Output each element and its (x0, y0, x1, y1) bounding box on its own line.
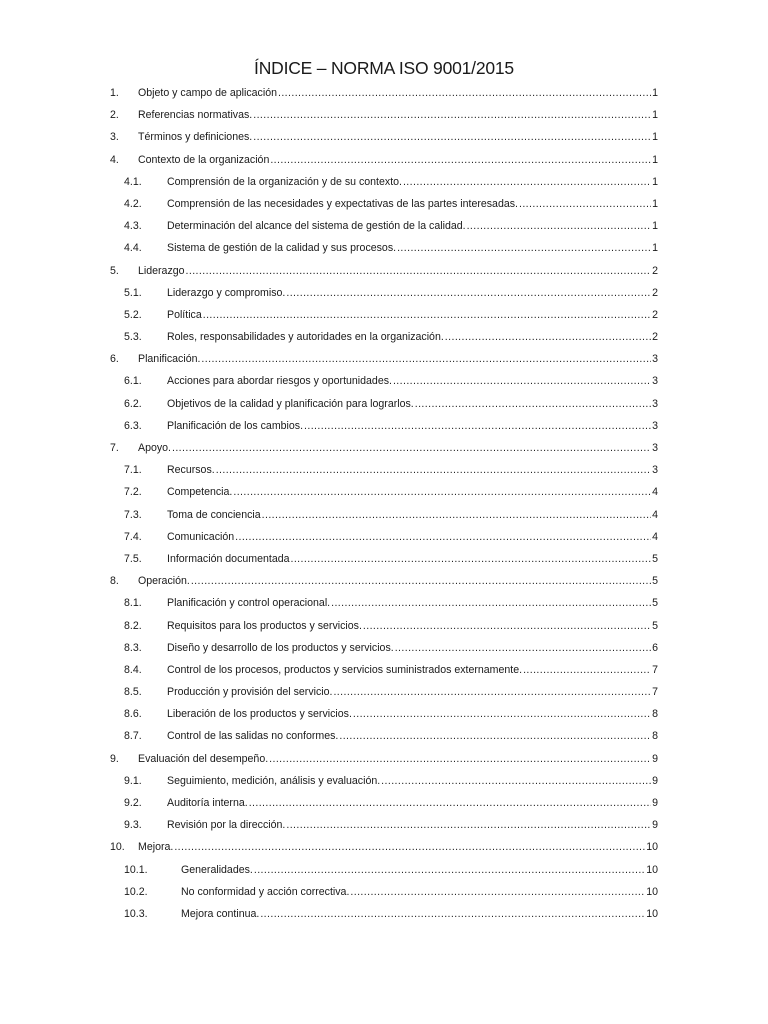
toc-entry-title: Acciones para abordar riesgos y oportunidades. (167, 375, 392, 388)
toc-entry-number: 7.4. (124, 530, 142, 543)
toc-entry-title: Planificación y control operacional. (167, 597, 331, 610)
toc-entry[interactable] (0, 659, 768, 681)
dot-leader (278, 82, 651, 104)
toc-entry-line (167, 393, 658, 415)
toc-entry-line (167, 681, 658, 703)
toc-entry-number: 9.3. (124, 819, 142, 832)
toc-entry-title: Política (167, 308, 202, 321)
toc-entry[interactable] (0, 681, 768, 703)
toc-entry-number: 3. (110, 131, 119, 144)
toc-entry-line (138, 104, 658, 126)
toc-entry-number: 8.7. (124, 730, 142, 743)
dot-leader (286, 814, 651, 836)
toc-entry-title: Auditoría interna. (167, 797, 248, 809)
toc-entry-page-number: 1 (652, 175, 658, 188)
toc-entry-page-number: 7 (652, 686, 658, 699)
dot-leader (270, 149, 651, 171)
toc-entry-number: 6.3. (124, 419, 142, 432)
toc-entry-line (167, 282, 658, 304)
toc-entry[interactable] (0, 548, 768, 570)
toc-entry-title: Términos y definiciones. (138, 131, 253, 144)
toc-entry-line (167, 548, 658, 570)
toc-entry-line (167, 215, 658, 237)
dot-leader (415, 393, 651, 415)
toc-entry[interactable] (0, 82, 768, 104)
toc-entry-line (167, 703, 658, 725)
toc-entry-page-number: 4 (652, 530, 658, 543)
toc-entry-page-number: 6 (652, 641, 658, 654)
toc-entry[interactable] (0, 526, 768, 548)
dot-leader (253, 126, 651, 148)
toc-entry-number: 8.5. (124, 686, 142, 699)
toc-entry[interactable] (0, 770, 768, 792)
toc-entry-line (167, 171, 658, 193)
toc-entry[interactable] (0, 592, 768, 614)
toc-entry[interactable] (0, 437, 768, 459)
toc-entry-number: 8.4. (124, 663, 142, 676)
toc-entry-page-number: 1 (652, 197, 658, 210)
toc-entry-line (167, 326, 658, 348)
dot-leader (339, 725, 651, 747)
table-of-contents (0, 82, 768, 925)
toc-entry-title: Competencia. (167, 486, 233, 499)
toc-entry-number: 2. (110, 109, 119, 122)
toc-entry-number: 7.2. (124, 486, 142, 499)
dot-leader (467, 215, 652, 237)
toc-entry[interactable] (0, 104, 768, 126)
toc-entry-number: 8. (110, 575, 119, 588)
dot-leader (350, 881, 645, 903)
toc-entry-page-number: 5 (652, 619, 658, 632)
toc-entry-title: Liberación de los productos y servicios. (167, 708, 352, 721)
toc-entry-title: Requisitos para los productos y servicios. (167, 619, 362, 632)
toc-entry[interactable] (0, 171, 768, 193)
toc-entry[interactable] (0, 792, 768, 814)
toc-entry[interactable] (0, 260, 768, 282)
toc-entry-line (181, 881, 658, 903)
toc-entry-title: Evaluación del desempeño. (138, 752, 269, 765)
dot-leader (445, 326, 651, 348)
toc-entry-title: Roles, responsabilidades y autoridades en la organización. (167, 331, 444, 344)
toc-entry-title: Contexto de la organización (138, 153, 270, 166)
toc-entry-title: Operación. (138, 575, 190, 588)
toc-entry-page-number: 5 (652, 597, 658, 610)
toc-entry-page-number: 1 (652, 109, 658, 122)
toc-entry-title: Determinación del alcance del sistema de gestión de la calidad. (167, 220, 466, 233)
toc-entry-line (138, 348, 658, 370)
toc-entry-title: Información documentada (167, 552, 290, 565)
dot-leader (249, 792, 651, 814)
toc-entry-page-number: 5 (652, 575, 658, 588)
toc-entry-number: 6. (110, 353, 119, 366)
dot-leader (363, 615, 651, 637)
dot-leader (291, 548, 652, 570)
toc-entry-title: Revisión por la dirección. (167, 819, 286, 832)
dot-leader (216, 459, 651, 481)
dot-leader (395, 637, 651, 659)
toc-entry-number: 5.3. (124, 331, 142, 344)
toc-entry-line (138, 149, 658, 171)
dot-leader (201, 348, 651, 370)
toc-entry-page-number: 5 (652, 552, 658, 565)
toc-entry-page-number: 4 (652, 486, 658, 499)
toc-entry-page-number: 9 (652, 819, 658, 832)
toc-entry-line (167, 481, 658, 503)
toc-entry-title: Objeto y campo de aplicación (138, 87, 277, 99)
toc-entry-title: Mejora. (138, 841, 174, 854)
toc-entry-title: Mejora continua. (181, 907, 260, 920)
toc-entry-page-number: 4 (652, 508, 658, 521)
toc-entry-page-number: 10 (646, 907, 658, 920)
toc-entry-title: Apoyo. (138, 442, 171, 454)
toc-entry-line (167, 304, 658, 326)
toc-entry-line (138, 570, 658, 592)
dot-leader (262, 504, 651, 526)
toc-entry-line (167, 526, 658, 548)
toc-entry[interactable] (0, 570, 768, 592)
toc-entry-page-number: 3 (652, 419, 658, 432)
toc-entry-title: Comprensión de las necesidades y expectativas de las partes interesadas. (167, 197, 518, 210)
toc-entry-page-number: 8 (652, 730, 658, 743)
toc-entry-number: 7.3. (124, 508, 142, 521)
toc-entry-page-number: 2 (652, 264, 658, 277)
toc-entry-number: 1. (110, 87, 119, 99)
page-title: ÍNDICE – NORMA ISO 9001/2015 (254, 58, 514, 78)
toc-entry-number: 9.1. (124, 774, 142, 787)
toc-entry-line (138, 437, 658, 459)
toc-entry[interactable] (0, 459, 768, 481)
dot-leader (304, 415, 651, 437)
dot-leader (381, 770, 651, 792)
toc-entry-title: Seguimiento, medición, análisis y evaluación. (167, 774, 381, 787)
dot-leader (174, 836, 645, 858)
toc-entry-line (138, 748, 658, 770)
dot-leader (403, 171, 651, 193)
toc-entry[interactable] (0, 881, 768, 903)
dot-leader (172, 437, 651, 459)
toc-entry[interactable] (0, 126, 768, 148)
toc-entry-number: 8.6. (124, 708, 142, 721)
toc-entry[interactable] (0, 348, 768, 370)
toc-entry[interactable] (0, 703, 768, 725)
toc-entry-page-number: 9 (652, 774, 658, 787)
toc-entry-title: Liderazgo (138, 264, 185, 277)
toc-entry-title: No conformidad y acción correctiva. (181, 885, 350, 898)
toc-entry-page-number: 2 (652, 308, 658, 321)
dot-leader (286, 282, 651, 304)
toc-entry-number: 6.2. (124, 397, 142, 410)
toc-entry[interactable] (0, 859, 768, 881)
toc-entry-line (167, 504, 658, 526)
toc-entry-title: Producción y provisión del servicio. (167, 686, 333, 699)
toc-entry-line (167, 814, 658, 836)
dot-leader (353, 703, 651, 725)
toc-entry[interactable] (0, 814, 768, 836)
toc-entry-title: Recursos. (167, 464, 215, 477)
dot-leader (235, 526, 651, 548)
toc-entry-page-number: 10 (646, 885, 658, 898)
toc-entry-page-number: 3 (652, 442, 658, 454)
toc-entry-page-number: 1 (652, 220, 658, 233)
dot-leader (186, 260, 652, 282)
toc-entry[interactable] (0, 615, 768, 637)
toc-entry-line (138, 82, 658, 104)
toc-entry[interactable] (0, 370, 768, 392)
toc-entry-title: Referencias normativas. (138, 109, 253, 122)
toc-entry-number: 8.1. (124, 597, 142, 610)
toc-entry-page-number: 2 (652, 331, 658, 344)
toc-entry-title: Comprensión de la organización y de su contexto. (167, 175, 402, 188)
toc-entry-page-number: 1 (652, 153, 658, 166)
toc-entry[interactable] (0, 903, 768, 925)
dot-leader (253, 104, 651, 126)
toc-entry[interactable] (0, 725, 768, 747)
toc-entry-number: 6.1. (124, 375, 142, 388)
toc-entry-number: 8.2. (124, 619, 142, 632)
toc-entry-title: Toma de conciencia (167, 508, 261, 521)
toc-entry-page-number: 3 (652, 464, 658, 477)
toc-entry-number: 5.1. (124, 286, 142, 299)
toc-entry-page-number: 9 (652, 797, 658, 809)
toc-entry-page-number: 1 (652, 87, 658, 99)
toc-entry-line (138, 126, 658, 148)
toc-entry-title: Comunicación (167, 530, 235, 543)
toc-entry-number: 7.5. (124, 552, 142, 565)
toc-entry[interactable] (0, 149, 768, 171)
toc-entry-title: Planificación de los cambios. (167, 419, 304, 432)
toc-entry-line (167, 237, 658, 259)
toc-entry-page-number: 7 (652, 663, 658, 676)
toc-entry-page-number: 2 (652, 286, 658, 299)
toc-entry-number: 8.3. (124, 641, 142, 654)
toc-entry-title: Diseño y desarrollo de los productos y servicios. (167, 641, 394, 654)
toc-entry-number: 4.3. (124, 220, 142, 233)
toc-entry-number: 10.2. (124, 885, 148, 898)
toc-entry-number: 9.2. (124, 797, 142, 809)
toc-entry-page-number: 8 (652, 708, 658, 721)
dot-leader (233, 481, 651, 503)
toc-entry-page-number: 3 (652, 397, 658, 410)
toc-entry-number: 7.1. (124, 464, 142, 477)
dot-leader (397, 237, 651, 259)
dot-leader (393, 370, 651, 392)
toc-entry[interactable] (0, 836, 768, 858)
toc-entry-line (167, 415, 658, 437)
toc-entry-number: 5. (110, 264, 119, 277)
toc-entry-line (167, 637, 658, 659)
dot-leader (203, 304, 651, 326)
toc-entry-page-number: 9 (652, 752, 658, 765)
toc-entry[interactable] (0, 504, 768, 526)
toc-entry[interactable] (0, 215, 768, 237)
toc-entry-line (181, 903, 658, 925)
dot-leader (191, 570, 651, 592)
toc-entry-line (167, 592, 658, 614)
toc-entry-title: Generalidades. (181, 863, 253, 876)
toc-entry-page-number: 10 (646, 863, 658, 876)
toc-entry-title: Liderazgo y compromiso. (167, 286, 286, 299)
toc-entry-line (138, 260, 658, 282)
toc-entry-line (181, 859, 658, 881)
toc-entry[interactable] (0, 748, 768, 770)
toc-entry-title: Planificación. (138, 353, 201, 366)
toc-entry-page-number: 1 (652, 131, 658, 144)
toc-entry-line (167, 459, 658, 481)
toc-entry[interactable] (0, 282, 768, 304)
toc-entry-number: 5.2. (124, 308, 142, 321)
toc-entry-line (167, 792, 658, 814)
toc-entry-title: Control de los procesos, productos y servicios suministrados externamente. (167, 663, 523, 676)
toc-entry-number: 4. (110, 153, 119, 166)
toc-entry-number: 4.2. (124, 197, 142, 210)
toc-entry-number: 9. (110, 752, 119, 765)
dot-leader (331, 592, 651, 614)
toc-entry-line (167, 770, 658, 792)
dot-leader (333, 681, 651, 703)
toc-entry-number: 10.1. (124, 863, 148, 876)
toc-entry-number: 4.1. (124, 175, 142, 188)
toc-entry-number: 10. (110, 841, 125, 854)
dot-leader (519, 193, 651, 215)
toc-entry-number: 10.3. (124, 907, 148, 920)
toc-entry-line (138, 836, 658, 858)
toc-entry-line (167, 725, 658, 747)
toc-entry[interactable] (0, 393, 768, 415)
toc-entry-page-number: 3 (652, 353, 658, 366)
toc-entry-line (167, 193, 658, 215)
dot-leader (260, 903, 645, 925)
toc-entry-title: Control de las salidas no conformes. (167, 730, 339, 743)
toc-entry-page-number: 3 (652, 375, 658, 388)
toc-entry[interactable] (0, 304, 768, 326)
toc-entry-number: 4.4. (124, 242, 142, 255)
toc-entry[interactable] (0, 326, 768, 348)
toc-entry-line (167, 370, 658, 392)
toc-entry-line (167, 659, 658, 681)
dot-leader (523, 659, 651, 681)
toc-entry[interactable] (0, 193, 768, 215)
toc-entry[interactable] (0, 415, 768, 437)
toc-entry-page-number: 1 (652, 242, 658, 255)
dot-leader (254, 859, 645, 881)
dot-leader (269, 748, 651, 770)
toc-entry-line (167, 615, 658, 637)
toc-entry-title: Objetivos de la calidad y planificación para lograrlos. (167, 397, 414, 410)
toc-entry[interactable] (0, 237, 768, 259)
toc-entry[interactable] (0, 637, 768, 659)
toc-entry-number: 7. (110, 442, 119, 454)
toc-entry[interactable] (0, 481, 768, 503)
toc-entry-page-number: 10 (646, 841, 658, 854)
toc-entry-title: Sistema de gestión de la calidad y sus procesos. (167, 242, 397, 255)
